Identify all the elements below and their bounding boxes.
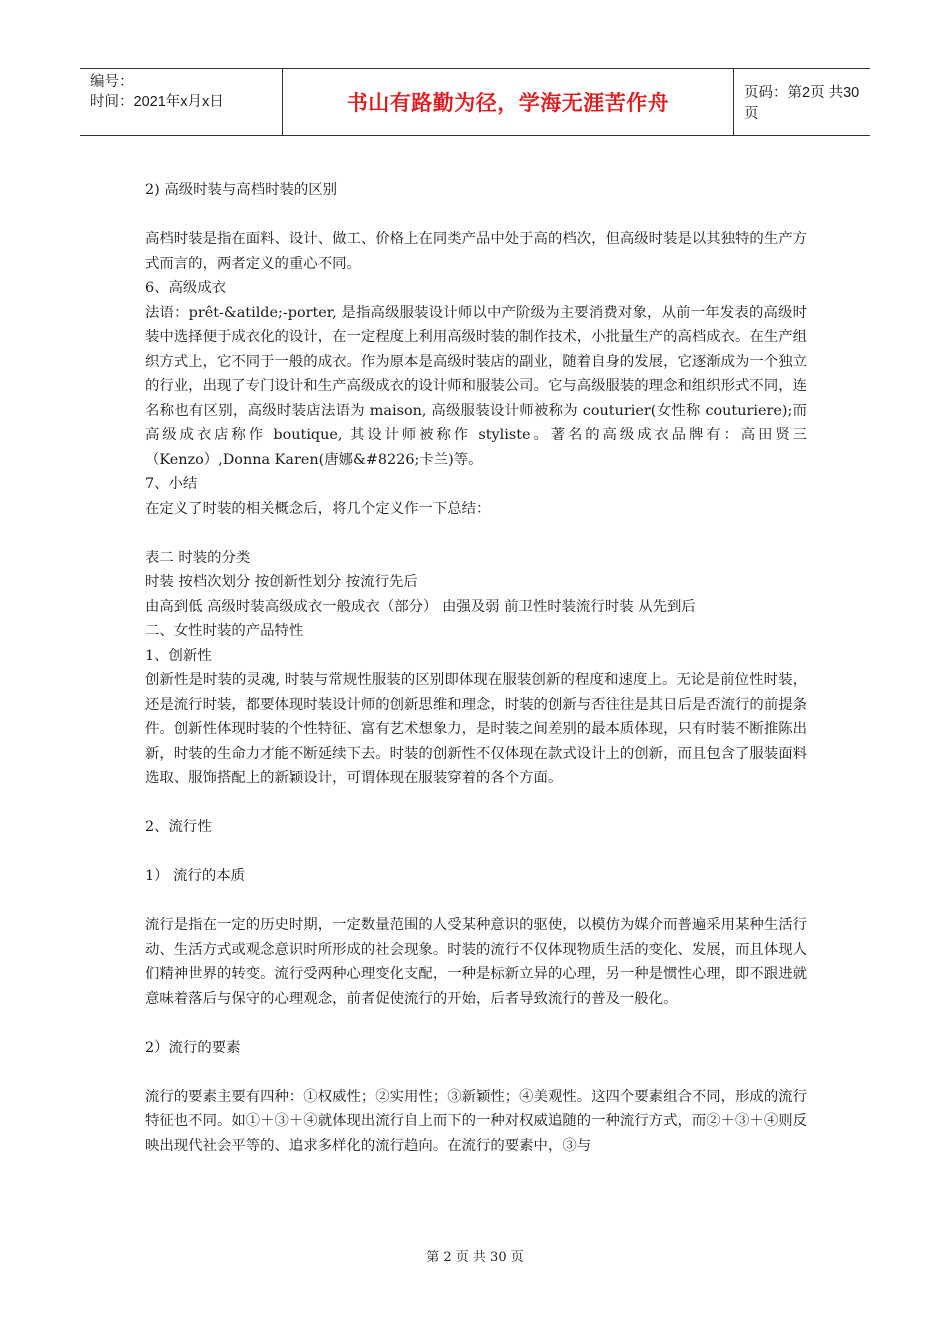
section-heading: 2）流行的要素 [145, 1039, 241, 1056]
header-page-info: 页码：第2页 共30页 [744, 85, 860, 122]
header-motto-cell [282, 69, 734, 135]
paragraph: 法语：prêt-&atilde;-porter, 是指高级服装设计师以中产阶级为主要消费对象，从前一年发表的高级时装中选择便于成衣化的设计，在一定程度上利用高级时装的制作技术，小批量生产的高档成衣。在生产组织方式上，它不同于一般的成衣。作为原本是高级时装店的副业，随着自身的发展，它逐渐成为一个独立的行业，出现了专门设计和生产高级成衣的设计师和服装公司。它与高级服装的理念和组织形式不同，连名称也有区别，高级时装店法语为 maison, 高级服装设计师被称为 couturier(女性称 couturiere);而高级成衣店称作 boutique, 其设计师被称作 styliste。著名的高级成衣品牌有：高田贤三（Kenzo）,Donna Karen(唐娜&#8226;卡兰)等。 [145, 304, 807, 468]
section-heading: 二、女性时装的产品特性 [145, 623, 304, 639]
paragraph: 流行是指在一定的历史时期，一定数量范围的人受某种意识的驱使，以模仿为媒介而普遍采用某种生活行动、生活方式或观念意识时所形成的社会现象。时装的流行不仅体现物质生活的变化、发展，而且体现人们精神世界的转变。流行受两种心理变化支配，一种是标新立异的心理，另一种是惯性心理，即不跟进就意味着落后与保守的心理观念，前者促使流行的开始，后者导致流行的普及一般化。 [145, 917, 807, 1007]
page-header [80, 68, 870, 136]
header-motto: 书山有路勤为径，学海无涯苦作舟 [346, 91, 670, 115]
table-row: 时装 按档次划分 按创新性划分 按流行先后 [145, 574, 418, 590]
section-heading: 2) 高级时装与高档时装的区别 [145, 182, 338, 198]
section-heading: 1） 流行的本质 [145, 868, 246, 884]
paragraph: 在定义了时装的相关概念后，将几个定义作一下总结： [145, 500, 491, 517]
document-body [145, 178, 807, 1158]
section-heading: 2、流行性 [145, 819, 212, 835]
header-page-cell [734, 69, 870, 135]
section-heading: 7、小结 [145, 476, 198, 492]
section-heading: 6、高级成衣 [145, 280, 227, 296]
paragraph: 流行的要素主要有四种：①权威性；②实用性；③新颖性；④美观性。这四个要素组合不同，形成的流行特征也不同。如①＋③＋④就体现出流行自上而下的一种对权威追随的一种流行方式，而②＋③＋④则反映出现代社会平等的、追求多样化的流行趋向。在流行的要素中，③与 [145, 1088, 807, 1154]
table-caption: 表二 时装的分类 [145, 549, 251, 566]
paragraph: 创新性是时装的灵魂, 时装与常规性服装的区别即体现在服装创新的程度和速度上。无论是前位性时装，还是流行时装，都要体现时装设计师的创新思维和理念，时装的创新与否往往是其日后是否流行的前提条件。创新性体现时装的个性特征、富有艺术想象力，是时装之间差别的最本质体现，只有时装不断推陈出新，时装的生命力才能不断延续下去。时装的创新性不仅体现在款式设计上的创新，而且包含了服装面料选取、服饰搭配上的新颖设计，可谓体现在服装穿着的各个方面。 [145, 672, 807, 786]
doc-number: 编号： [90, 74, 134, 90]
table-row: 由高到低 高级时装高级成衣一般成衣（部分） 由强及弱 前卫性时装流行时装 从先到后 [145, 598, 696, 615]
header-meta [80, 69, 282, 135]
page-footer [0, 1246, 950, 1265]
section-heading: 1、创新性 [145, 647, 212, 664]
paragraph: 高档时装是指在面料、设计、做工、价格上在同类产品中处于高的档次，但高级时装是以其独特的生产方式而言的，两者定义的重心不同。 [145, 231, 807, 272]
footer-page-number: 第 2 页 共 30 页 [426, 1250, 524, 1265]
doc-time: 时间：2021年x月x日 [90, 94, 224, 110]
